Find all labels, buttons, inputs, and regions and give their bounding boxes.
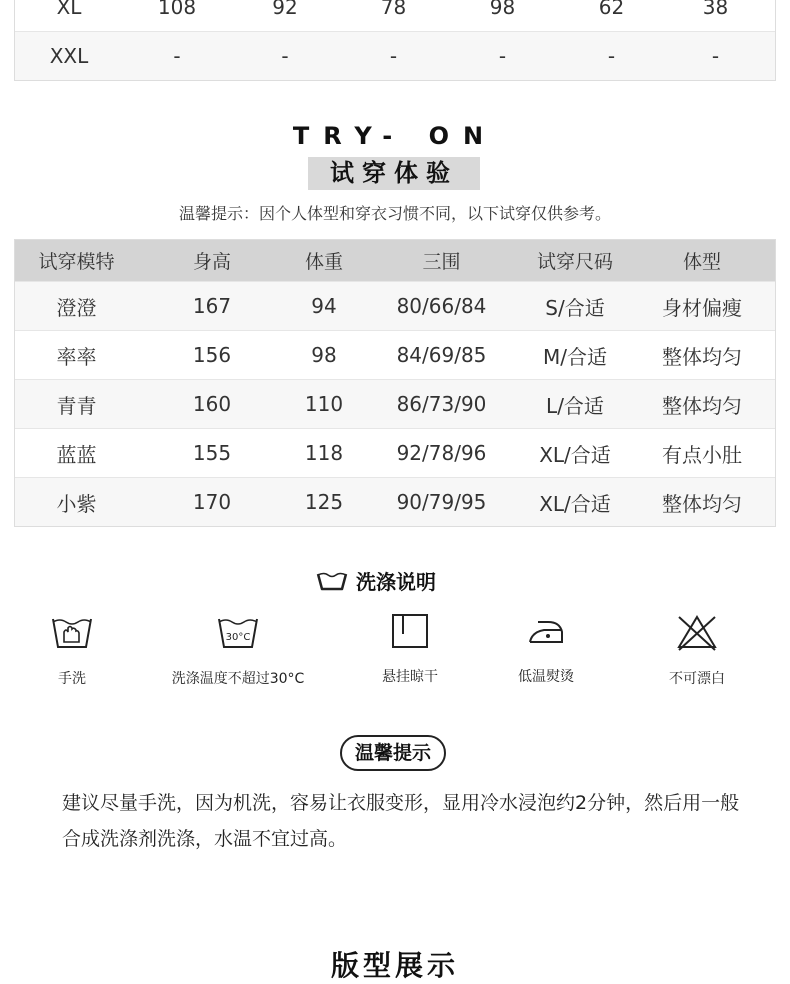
table-cell: 整体均匀 xyxy=(662,344,742,369)
table-row xyxy=(15,379,775,428)
tryon-table-header xyxy=(15,240,775,281)
table-cell: 80/66/84 xyxy=(396,294,487,318)
size-value: 38 xyxy=(702,0,729,19)
table-cell: S/合适 xyxy=(545,295,605,320)
wash-temp-text: 30°C xyxy=(225,632,251,643)
table-cell: 92/78/96 xyxy=(396,441,487,465)
tryon-title-cn: 试穿体验 xyxy=(330,159,458,187)
header-cell: 三围 xyxy=(422,251,461,273)
table-cell: 整体均匀 xyxy=(662,393,742,418)
table-cell: 156 xyxy=(192,343,232,367)
size-value: - xyxy=(711,44,720,68)
table-cell: 有点小肚 xyxy=(662,442,742,467)
wash-item xyxy=(466,612,626,686)
table-cell: 167 xyxy=(192,294,232,318)
warm-tip-title: 温馨提示 xyxy=(340,735,446,771)
size-label: XL xyxy=(56,0,82,19)
table-cell: 118 xyxy=(304,441,344,465)
wash-item xyxy=(0,612,152,688)
header-cell: 体重 xyxy=(304,251,343,273)
table-cell: 94 xyxy=(311,294,337,318)
table-cell: 160 xyxy=(192,392,232,416)
warm-tip-text: 建议尽量手洗，因为机洗，容易让衣服变形，显用冷水浸泡约2分钟，然后用一般合成洗涤剂洗涤，水温不宜过高。 xyxy=(62,792,740,850)
table-cell: 125 xyxy=(304,490,344,514)
table-cell: L/合适 xyxy=(546,393,604,418)
header-cell: 试穿模特 xyxy=(38,251,115,273)
section-title: 版型展示 xyxy=(330,949,459,982)
table-cell: 84/69/85 xyxy=(396,343,487,367)
size-value: - xyxy=(281,44,289,68)
no-bleach-icon xyxy=(675,612,719,652)
table-cell: 86/73/90 xyxy=(396,392,487,416)
wash-title xyxy=(316,566,436,595)
table-cell: 170 xyxy=(192,490,232,514)
table-cell: 小紫 xyxy=(56,491,97,516)
wash-basin-icon xyxy=(316,570,348,592)
table-cell: 98 xyxy=(311,343,337,367)
size-row-xxl xyxy=(15,31,775,80)
size-label: XXL xyxy=(49,44,89,68)
wash-item xyxy=(617,612,777,688)
size-value: - xyxy=(389,44,398,68)
wash-item xyxy=(158,612,318,688)
wash-label: 洗涤温度不超过30°C xyxy=(171,671,305,687)
table-cell: XL/合适 xyxy=(539,491,611,516)
table-row xyxy=(15,281,775,330)
table-row xyxy=(15,330,775,379)
size-value: - xyxy=(173,44,181,68)
tryon-table xyxy=(14,239,776,527)
size-table xyxy=(14,0,776,81)
table-cell: 澄澄 xyxy=(56,295,97,320)
tryon-tip: 温馨提示：因个人体型和穿衣习惯不同，以下试穿仅供参考。 xyxy=(178,204,611,223)
hand-wash-icon xyxy=(50,612,94,652)
table-cell: 整体均匀 xyxy=(662,491,742,516)
size-value: 78 xyxy=(380,0,407,19)
table-cell: M/合适 xyxy=(543,344,607,369)
wash-label: 低温熨烫 xyxy=(518,669,574,685)
table-cell: 身材偏瘦 xyxy=(662,295,742,320)
size-row-xl xyxy=(15,0,775,31)
table-cell: 蓝蓝 xyxy=(56,442,97,467)
wash-title-text: 洗涤说明 xyxy=(356,570,436,594)
table-cell: 青青 xyxy=(56,393,97,418)
hang-dry-icon xyxy=(390,612,430,650)
header-cell: 体型 xyxy=(682,251,721,273)
size-value: 98 xyxy=(489,0,516,19)
header-cell: 试穿尺码 xyxy=(536,251,613,273)
wash-label: 不可漂白 xyxy=(669,671,725,687)
wash-label: 悬挂晾干 xyxy=(382,669,438,685)
wash-label: 手洗 xyxy=(58,671,86,687)
low-iron-icon xyxy=(524,612,568,650)
size-value: 108 xyxy=(157,0,197,19)
table-cell: 155 xyxy=(192,441,232,465)
table-cell: 90/79/95 xyxy=(396,490,487,514)
tryon-title-en: TRY- ON xyxy=(292,122,498,150)
table-row xyxy=(15,428,775,477)
size-value: - xyxy=(498,44,507,68)
table-cell: 率率 xyxy=(56,344,97,369)
size-value: - xyxy=(607,44,616,68)
table-cell: XL/合适 xyxy=(539,442,611,467)
size-value: 62 xyxy=(598,0,625,19)
table-cell: 110 xyxy=(304,392,344,416)
header-cell: 身高 xyxy=(192,251,231,273)
table-row xyxy=(15,477,775,526)
size-value: 92 xyxy=(272,0,298,19)
